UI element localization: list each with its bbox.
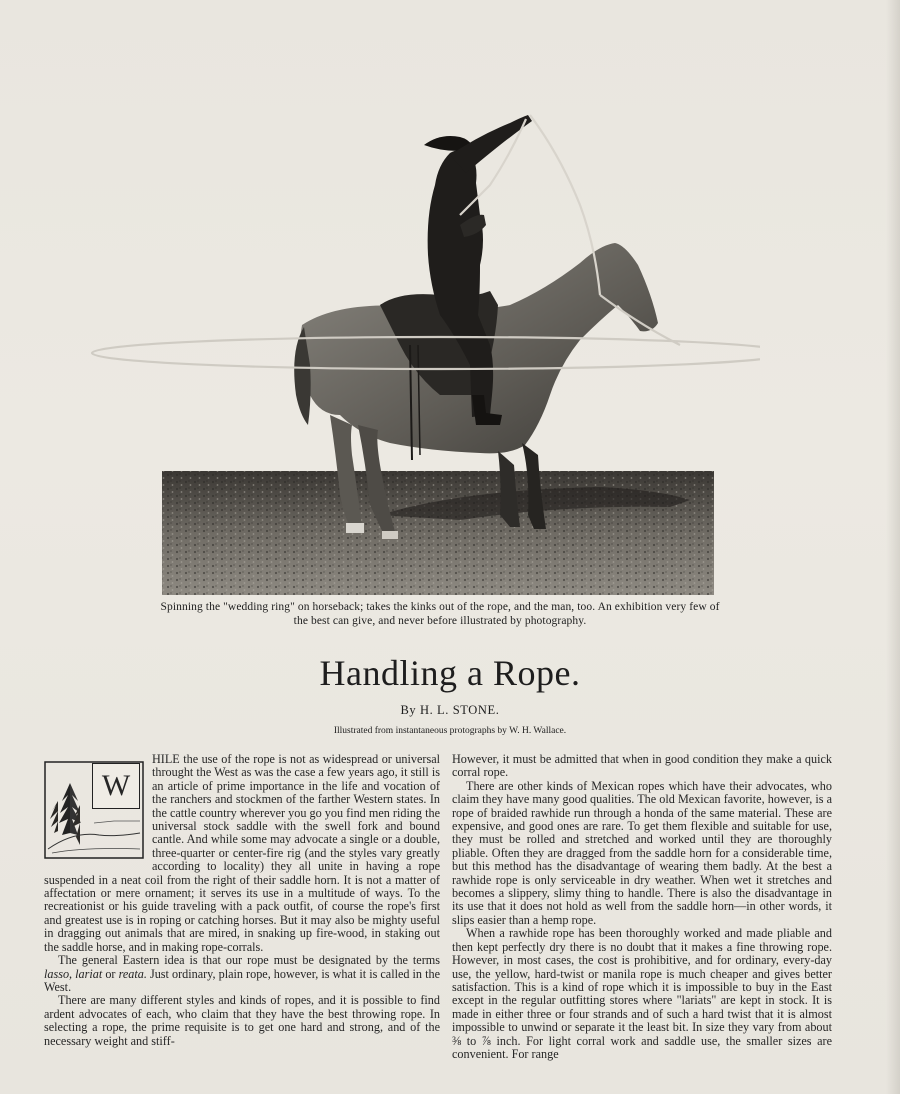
paragraph: When a rawhide rope has been thoroughly worked and made pliable and then kept perfectly dry there is no doubt that it makes a fine throwing rope. However, in most cases, the cost is prohibitive, and for ordinary, every-day use, the yellow, hard-twist or manila rope is much cheaper and gives better satisfaction. This is a kind of rope which it is impossible to buy in the East except in the regular outfitting stores where "lariats" are kept in stock. It is made in either three or four strands and of such a hard twist that it is almost impossible to unwind or separate it the least bit. In size they vary from about ⅜ to ⅞ inch. For light corral work and saddle use, the smaller sizes are convenient. For range bbox=[452, 926, 832, 1061]
italic-term: reata. bbox=[118, 966, 147, 981]
text-run: Just ordinary, plain rope, however, is what it is called in the West. bbox=[44, 966, 440, 994]
paragraph bbox=[44, 954, 440, 994]
illustration-credit: Illustrated from instantaneous protographs by W. H. Wallace. bbox=[333, 726, 567, 736]
author-byline: By H. L. STONE. bbox=[400, 703, 500, 717]
page-edge-shadow bbox=[886, 0, 900, 1094]
drop-cap-frame bbox=[92, 763, 140, 809]
illustrated-drop-cap bbox=[44, 761, 144, 859]
paragraph: There are other kinds of Mexican ropes which have their advocates, who claim they have many good qualities. The old Mexican favorite, however, is a rope of braided rawhide run through a honda of the same material. These are expensive, and good ones are rare. To get them flexible and suitable for use, they must be rolled and stretched and worked until they are thoroughly pliable. Often they are dragged from the saddle horn for a considerable time, but this method has the disadvantage of wearing them badly. At the best a rawhide rope is only serviceable in dry weather. When wet it stretches and becomes a slippery, slimy thing to handle. There is also the disadvantage in its use that it does not hold as well from the saddle horn—in other words, it slips easier than a hemp rope. bbox=[452, 778, 832, 927]
paragraph: There are many different styles and kinds of ropes, and it is possible to find ardent advocates of each, who claim that they have the best throwing rope. In selecting a rope, the prime requisite is to get one hard and strong, and of the necessary weight and stiff- bbox=[44, 993, 440, 1048]
photo-caption: Spinning the "wedding ring" on horseback; takes the kinks out of the rope, and the man, too. An exhibition very few of the best can give, and never before illustrated by photography. bbox=[160, 601, 720, 627]
right-text-column bbox=[452, 753, 832, 1061]
text-run: or bbox=[102, 966, 119, 981]
left-text-column bbox=[44, 753, 440, 1048]
paragraph: However, it must be admitted that when in good condition they make a quick corral rope. bbox=[452, 752, 832, 780]
text-run: The general Eastern idea is that our rope must be designated by the terms bbox=[58, 953, 440, 968]
paragraph: HILE the use of the rope is not as widespread or universal throught the West as was the case a few years ago, it still is an article of prime importance in the life and vocation of the ranchers and stockmen of the farther Western states. In the cattle country wherever you go you find men riding the universal stock saddle with the swell fork and bound cantle. And while some may advocate a single or a double, three-quarter or center-fire rig (and the styles vary greatly according to locality) they all unite in having a rope suspended in a neat coil from the right of their saddle horn. It is not a matter of affectation or mere ornament; it serves its use in a multitude of ways. To the recreationist or his guide traveling with a pack outfit, of course the rope's first and greatest use is in roping or catching horses. But it may also be mighty useful in dragging out animals that are mired, in snaking up fire-wood, in staking out the saddle horse, and in making rope-corrals. bbox=[44, 752, 440, 954]
article-title: Handling a Rope. bbox=[319, 653, 581, 693]
cowboy-roping-photograph bbox=[40, 95, 760, 600]
drop-cap-letter: W bbox=[101, 769, 131, 802]
italic-term: lasso, lariat bbox=[44, 966, 103, 981]
